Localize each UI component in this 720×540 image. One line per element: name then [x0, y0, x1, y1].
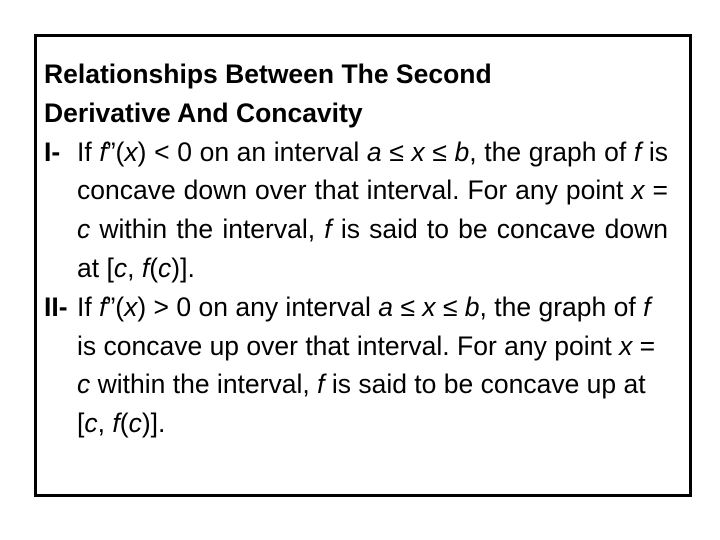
text-segment: , the graph of [469, 136, 634, 167]
math-variable: x [422, 291, 436, 322]
math-variable: x [411, 136, 425, 167]
text-segment: )]. [171, 252, 195, 283]
text-segment: ≤ [381, 136, 412, 167]
math-variable: f [317, 369, 325, 400]
math-variable: f [99, 291, 107, 322]
rule-text-1 [77, 133, 668, 288]
text-segment: is said to be concave down at [ [77, 214, 668, 283]
text-segment: ) < 0 on an interval [137, 136, 367, 167]
slide-title [44, 55, 668, 133]
math-variable: x [124, 136, 138, 167]
math-variable: b [464, 291, 480, 322]
math-variable: x [124, 291, 138, 322]
rule-item-2 [44, 288, 668, 443]
math-variable: c [84, 408, 98, 439]
math-variable: c [128, 408, 142, 439]
text-segment: is concave up over that interval. For any point [77, 330, 620, 361]
math-variable: f [324, 214, 332, 245]
text-segment: is said to be concave up at [ [77, 369, 646, 439]
text-segment: , the graph of [479, 291, 644, 322]
rule-marker-2: II- [44, 291, 68, 322]
text-segment: within the interval, [90, 369, 318, 400]
text-segment: If [77, 136, 100, 167]
math-variable: c [77, 369, 91, 400]
math-variable: c [77, 214, 91, 245]
math-variable: f [633, 136, 642, 167]
rule-marker-1: I- [44, 136, 61, 167]
title-line-2: Derivative And Concavity [44, 97, 363, 128]
math-variable: c [113, 252, 128, 283]
math-variable: x [631, 175, 645, 206]
math-variable: b [454, 136, 470, 167]
text-segment: = [644, 175, 668, 206]
math-variable: x [619, 330, 633, 361]
text-segment: ( [119, 408, 129, 439]
text-segment: ”( [106, 291, 125, 322]
title-line-1: Relationships Between The Second [44, 59, 492, 89]
math-variable: f [112, 408, 120, 439]
text-segment: ≤ [424, 136, 455, 167]
text-segment: If [77, 291, 100, 322]
text-segment: ”( [106, 136, 125, 167]
math-variable: f [141, 252, 150, 283]
text-segment: )]. [141, 408, 166, 439]
rule-text-2 [77, 288, 668, 443]
text-segment: , [127, 252, 142, 283]
math-variable: a [366, 136, 382, 167]
text-segment: ≤ [392, 291, 423, 322]
math-variable: f [99, 136, 107, 167]
math-variable: a [378, 291, 393, 322]
text-segment: within the interval, [90, 214, 325, 245]
math-variable: f [643, 291, 651, 322]
text-segment: = [632, 330, 656, 361]
slide-content [44, 55, 668, 443]
text-segment: ( [149, 252, 159, 283]
text-segment: is concave down over that interval. For any point [77, 136, 668, 206]
text-segment: ) > 0 on any interval [137, 291, 379, 322]
text-segment: , [97, 408, 113, 439]
text-segment: ≤ [435, 291, 465, 322]
math-variable: c [158, 252, 172, 283]
rule-item-1 [44, 133, 668, 288]
